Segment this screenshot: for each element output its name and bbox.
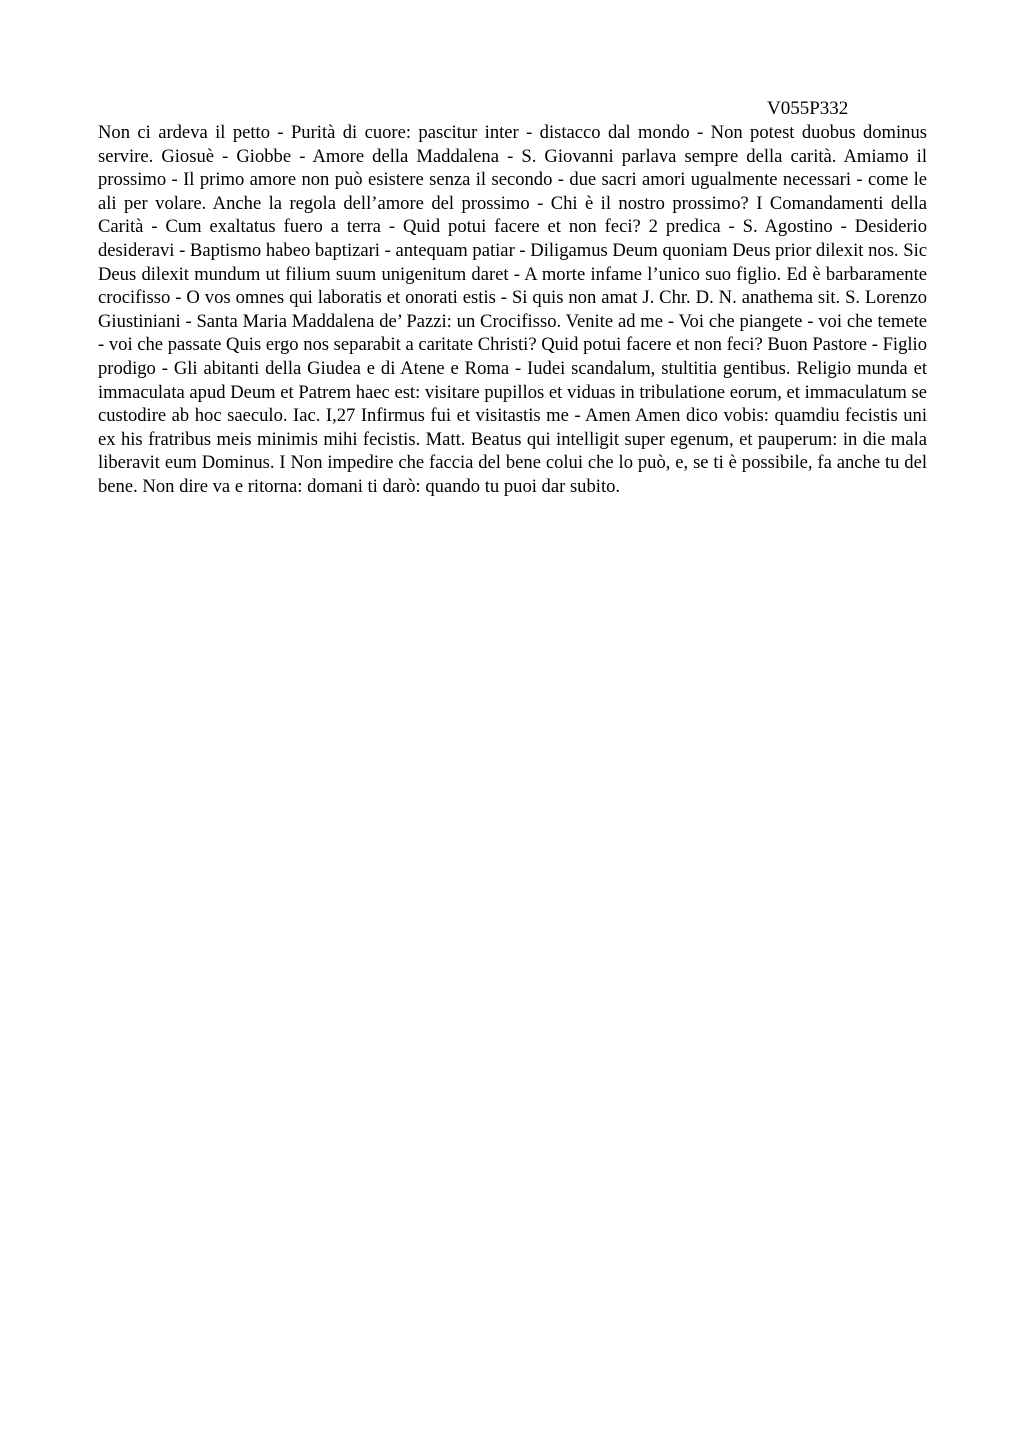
body-paragraph: Non ci ardeva il petto - Purità di cuore: pascitur inter - distacco dal mondo - Non potest duobus dominus servire. Giosuè - Giobbe - Amore della Maddalena - S. Giovanni parlava sempre della carità. Amiamo il prossimo - Il primo amore non può esistere senza il secondo - due sacri amori ugualmente necessari - come le ali per volare. Anche la regola dell’amore del prossimo - Chi è il nostro prossimo? I Comandamenti della Carità - Cum exaltatus fuero a terra - Quid potui facere et non feci? 2 predica - S. Agostino - Desiderio desideravi - Baptismo habeo baptizari - antequam patiar - Diligamus Deum quoniam Deus prior dilexit nos. Sic Deus dilexit mundum ut filium suum unigenitum daret - A morte infame l’unico suo figlio. Ed è barbaramente crocifisso - O vos omnes qui laboratis et onorati estis - Si quis non amat J. Chr. D. N. anathema sit. S. Lorenzo Giustiniani - Santa Maria Maddalena de’ Pazzi: un Crocifisso. Venite ad me - Voi che piangete - voi che temete - voi che passate Quis ergo nos separabit a caritate Christi? Quid potui facere et non feci? Buon Pastore - Figlio prodigo - Gli abitanti della Giudea e di Atene e Roma - Iudei scandalum, stultitia gentibus. Religio munda et immaculata apud Deum et Patrem haec est: visitare pupillos et viduas in tribulatione eorum, et immaculatum se custodire ab hoc saeculo. Iac. I,27 Infirmus fui et visitastis me - Amen Amen dico vobis: quamdiu fecistis uni ex his fratribus meis minimis mihi fecistis. Matt. Beatus qui intelligit super egenum, et pauperum: in die mala liberavit eum Dominus. I Non impedire che faccia del bene colui che lo può, e, se ti è possibile, fa anche tu del bene. Non dire va e ritorna: domani ti darò: quando tu puoi dar subito. [98, 122, 927, 497]
page-identifier: V055P332 [767, 98, 849, 119]
